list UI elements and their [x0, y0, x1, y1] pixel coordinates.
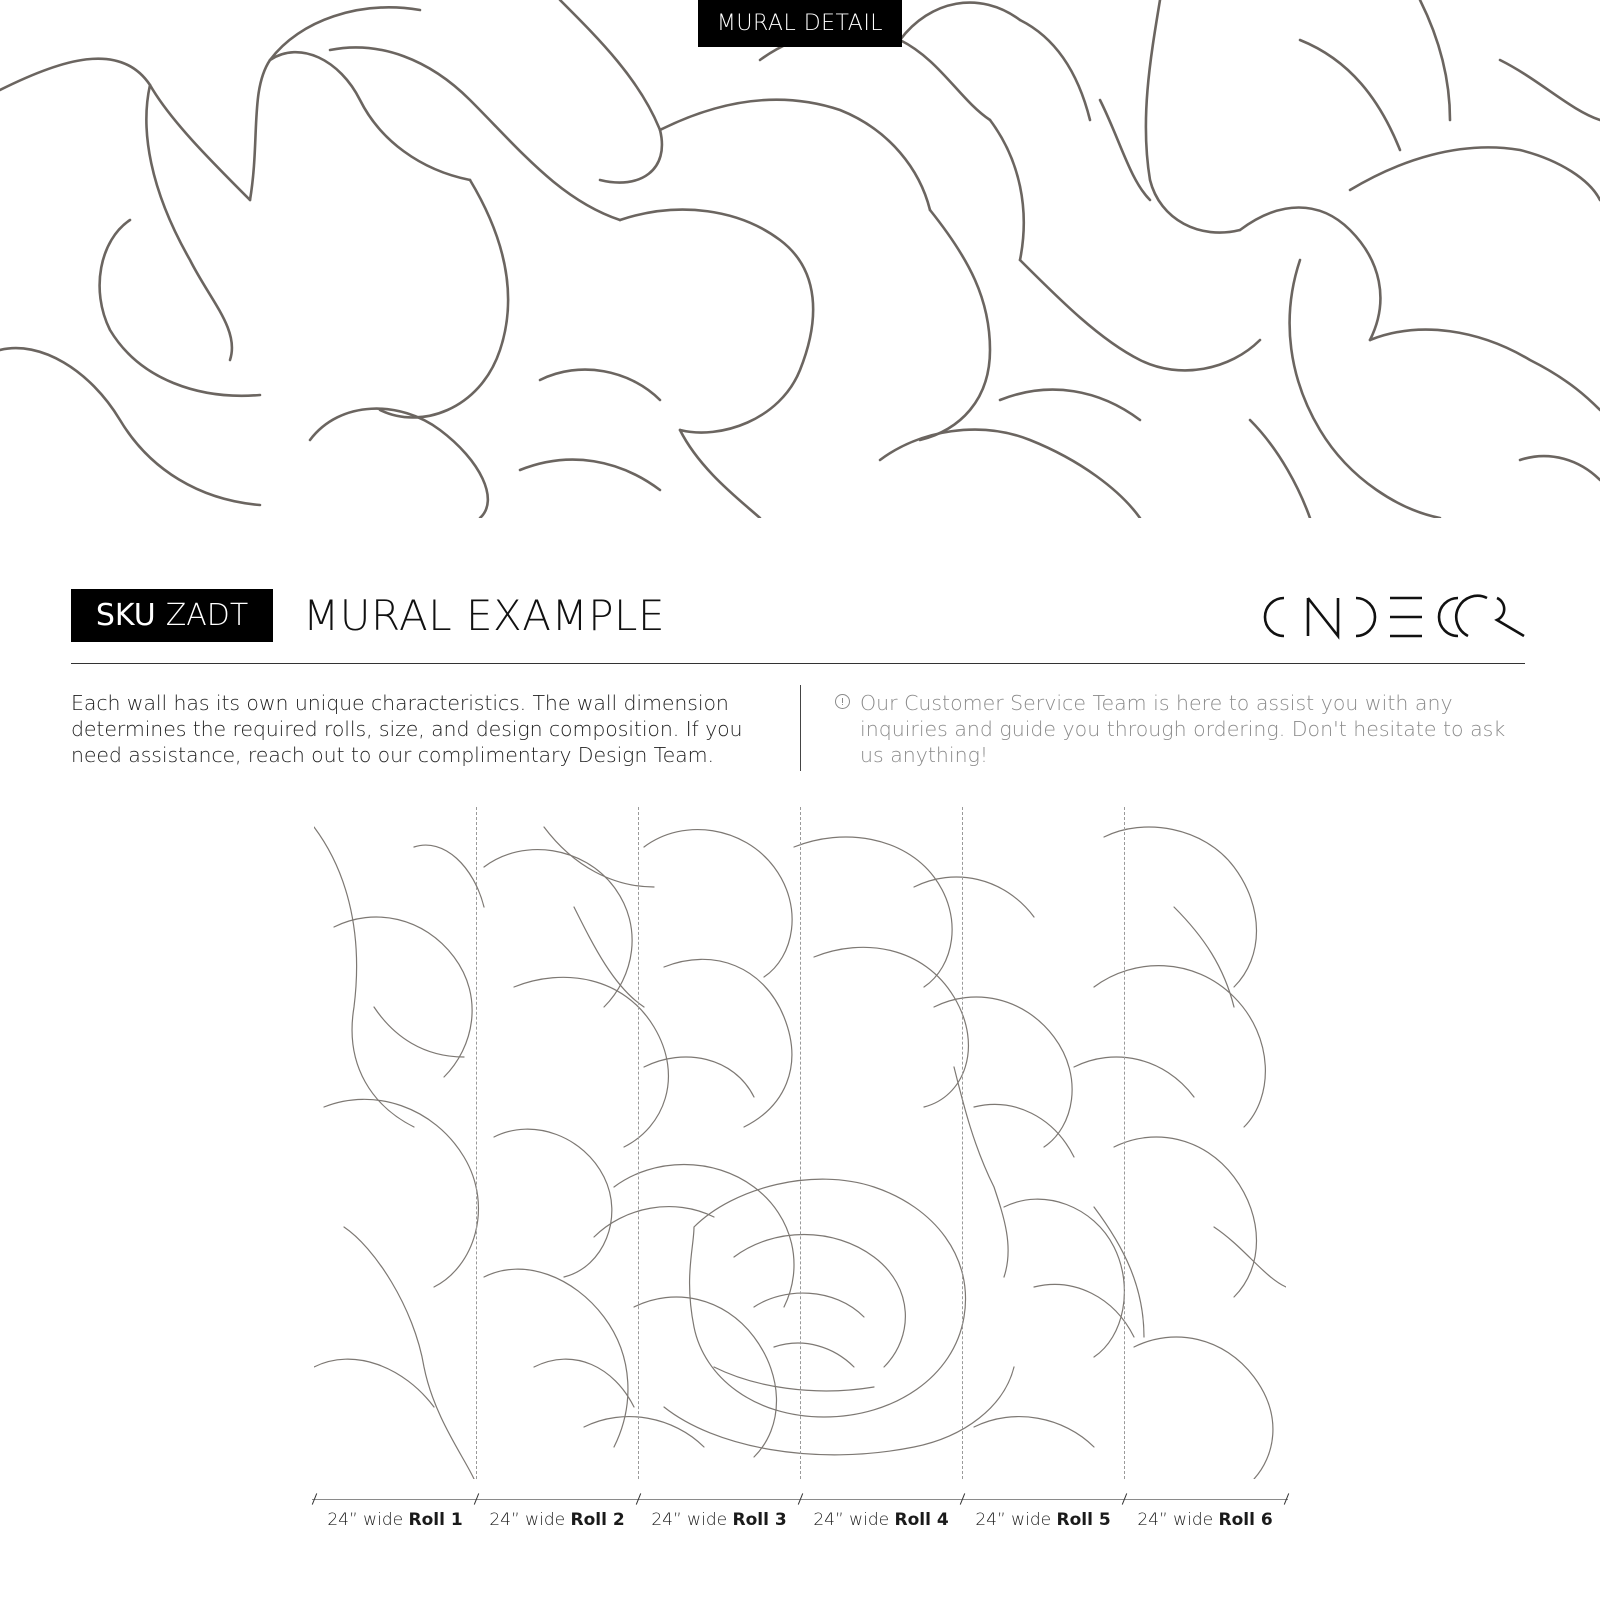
roll-seam-2 — [638, 807, 639, 1479]
sku-code: ZADT — [165, 598, 249, 633]
roll-labels — [314, 1510, 1286, 1530]
roll-name: Roll 3 — [732, 1510, 787, 1530]
roll-name: Roll 5 — [1056, 1510, 1111, 1530]
customer-service-text: Our Customer Service Team is here to assist you with any inquiries and guide you through ordering. Don't hesitate to ask us anything! — [860, 691, 1506, 767]
roll-label-6 — [1124, 1510, 1286, 1530]
customer-service-note — [835, 690, 1525, 768]
section-title: MURAL EXAMPLE — [303, 591, 665, 640]
roll-width: 24” wide — [975, 1510, 1052, 1530]
header-divider — [71, 663, 1525, 664]
roll-label-4 — [800, 1510, 962, 1530]
roll-label-2 — [476, 1510, 638, 1530]
measure-tick — [1284, 1493, 1289, 1505]
mural-detail-image — [0, 0, 1600, 518]
roll-name: Roll 1 — [408, 1510, 463, 1530]
sku-label: SKU — [95, 598, 156, 633]
roll-width: 24” wide — [1137, 1510, 1214, 1530]
roll-seam-1 — [476, 807, 477, 1479]
roll-name: Roll 2 — [570, 1510, 625, 1530]
roll-label-1 — [314, 1510, 476, 1530]
roll-width: 24” wide — [489, 1510, 566, 1530]
sku-badge — [71, 589, 273, 642]
roll-label-5 — [962, 1510, 1124, 1530]
info-column-divider — [800, 685, 801, 771]
roll-name: Roll 6 — [1218, 1510, 1273, 1530]
mural-detail-label: MURAL DETAIL — [698, 0, 902, 47]
roll-name: Roll 4 — [894, 1510, 949, 1530]
roll-width: 24” wide — [813, 1510, 890, 1530]
roll-width: 24” wide — [651, 1510, 728, 1530]
info-circle-icon — [835, 694, 850, 709]
roll-label-3 — [638, 1510, 800, 1530]
roll-seam-5 — [1124, 807, 1125, 1479]
wall-dimension-note: Each wall has its own unique characteristics. The wall dimension determines the required rolls, size, and design composition. If you need assistance, reach out to our complimentary Design Team. — [71, 691, 743, 767]
brand-logo — [1262, 594, 1526, 640]
roll-seam-3 — [800, 807, 801, 1479]
roll-seam-4 — [962, 807, 963, 1479]
roll-width: 24” wide — [327, 1510, 404, 1530]
